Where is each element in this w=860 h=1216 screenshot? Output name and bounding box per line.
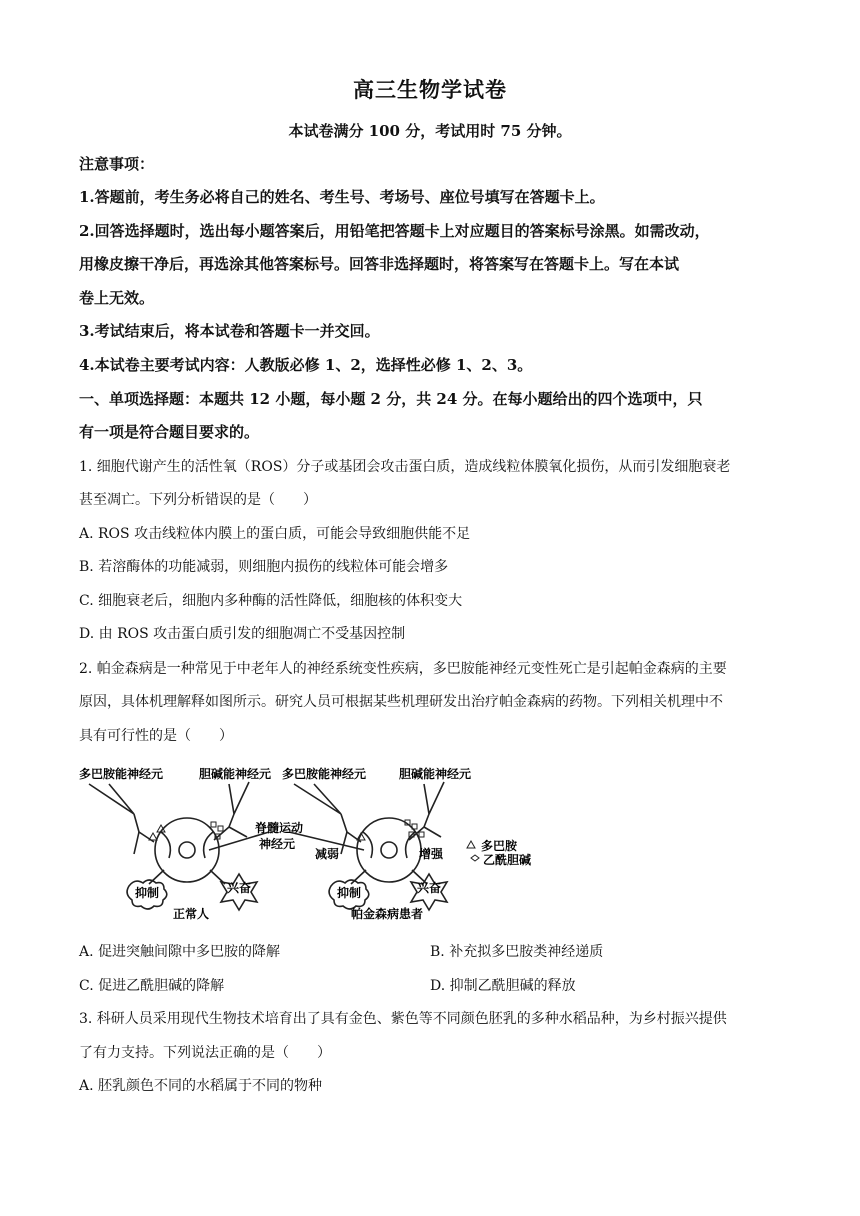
- section-heading-cont: 有一项是符合题目要求的。: [79, 423, 260, 441]
- label-choline-neuron: 胆碱能神经元: [199, 767, 272, 781]
- label-dopamine-neuron-2: 多巴胺能神经元: [282, 767, 367, 781]
- question-stem: 原因，具体机理解释如图所示。研究人员可根据某些机理研发出治疗帕金森病的药物。下列相关机理中不: [79, 694, 723, 710]
- label-dopamine-neuron: 多巴胺能神经元: [79, 767, 164, 781]
- legend-ach: 乙酰胆碱: [483, 853, 532, 867]
- option-b: B. 若溶酶体的功能减弱，则细胞内损伤的线粒体可能会增多: [79, 559, 449, 575]
- note-item: 4.本试卷主要考试内容：人教版必修 1、2，选择性必修 1、2、3。: [79, 356, 533, 374]
- question-stem: 3. 科研人员采用现代生物技术培育出了具有金色、紫色等不同颜色胚乳的多种水稻品种，为乡村振兴提供: [79, 1011, 727, 1027]
- question-stem: 具有可行性的是（ ）: [79, 728, 233, 744]
- note-item: 3.考试结束后，将本试卷和答题卡一并交回。: [79, 322, 380, 340]
- option-d: D. 抑制乙酰胆碱的释放: [430, 978, 576, 994]
- legend-dopamine: 多巴胺: [481, 839, 518, 853]
- question-stem: 2. 帕金森病是一种常见于中老年人的神经系统变性疾病，多巴胺能神经元变性死亡是引起帕金森病的主要: [79, 661, 727, 677]
- question-stem: 了有力支持。下列说法正确的是（ ）: [79, 1045, 331, 1061]
- note-item: 用橡皮擦干净后，再选涂其他答案标号。回答非选择题时，将答案写在答题卡上。写在本试: [79, 255, 680, 273]
- note-item: 1.答题前，考生务必将自己的姓名、考生号、考场号、座位号填写在答题卡上。: [79, 188, 605, 206]
- label-spinal-neuron-2: 神经元: [259, 837, 296, 851]
- label-spinal-neuron: 脊髓运动: [255, 821, 304, 835]
- label-choline-neuron-2: 胆碱能神经元: [399, 767, 472, 781]
- label-weaken: 减弱: [315, 847, 340, 861]
- question-stem: 甚至凋亡。下列分析错误的是（ ）: [79, 492, 317, 508]
- page-title: 高三生物学试卷: [353, 77, 507, 102]
- mechanism-diagram: [79, 762, 539, 924]
- question-stem: 1. 细胞代谢产生的活性氧（ROS）分子或基团会攻击蛋白质，造成线粒体膜氧化损伤，从而引发细胞衰老: [79, 459, 731, 475]
- label-inhibit: 抑制: [135, 886, 160, 900]
- option-b: B. 补充拟多巴胺类神经递质: [430, 944, 604, 960]
- option-c: C. 促进乙酰胆碱的降解: [79, 978, 225, 994]
- note-item: 2.回答选择题时，选出每小题答案后，用铅笔把答题卡上对应题目的答案标号涂黑。如需改动，: [79, 222, 710, 240]
- option-a: A. ROS 攻击线粒体内膜上的蛋白质，可能会导致细胞供能不足: [79, 526, 471, 542]
- label-normal: 正常人: [173, 907, 210, 921]
- option-a: A. 胚乳颜色不同的水稻属于不同的物种: [79, 1078, 323, 1094]
- note-item: 卷上无效。: [79, 289, 155, 307]
- label-excite-2: 兴奋: [417, 881, 442, 895]
- label-inhibit-2: 抑制: [337, 886, 362, 900]
- label-patient: 帕金森病患者: [351, 907, 424, 921]
- label-excite: 兴奋: [227, 881, 252, 895]
- notes-heading: 注意事项：: [79, 155, 155, 173]
- option-c: C. 细胞衰老后，细胞内多种酶的活性降低，细胞核的体积变大: [79, 593, 463, 609]
- option-d: D. 由 ROS 攻击蛋白质引发的细胞凋亡不受基因控制: [79, 626, 406, 642]
- option-a: A. 促进突触间隙中多巴胺的降解: [79, 944, 281, 960]
- label-strengthen: 增强: [419, 847, 444, 861]
- section-heading: 一、单项选择题：本题共 12 小题，每小题 2 分，共 24 分。在每小题给出的四个选项中，只: [79, 390, 703, 408]
- page-subtitle: 本试卷满分 100 分，考试用时 75 分钟。: [288, 122, 572, 140]
